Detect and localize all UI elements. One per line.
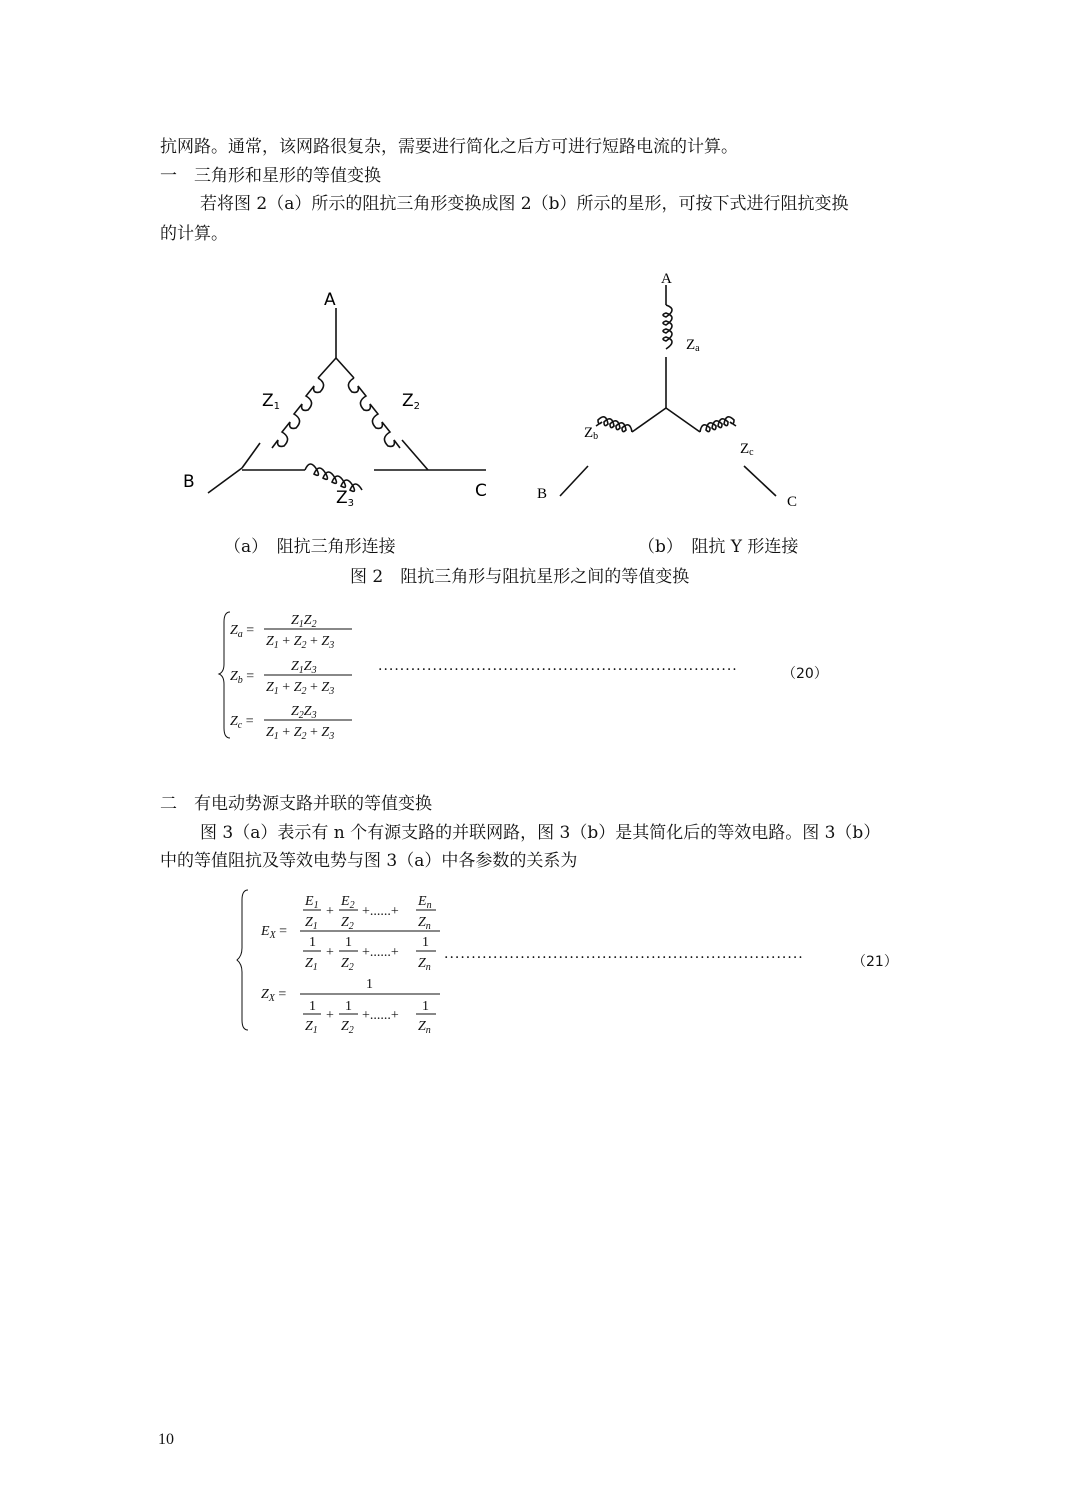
- svg-text:Za =: $Z_a$ =: [230, 623, 255, 640]
- svg-text:Z1: $Z_1$: [305, 956, 318, 973]
- zb-coil-path: [596, 417, 632, 432]
- svg-text:Z1 + Z2 + Z3: $Z_1 + Z_2 + Z_3$: [266, 680, 335, 697]
- svg-text:Z1Z3: $Z_1Z_3$: [291, 659, 317, 676]
- svg-text:Z2: $Z_2$: [341, 956, 354, 973]
- svg-text:Z1Z2: $Z_1Z_2$: [291, 613, 317, 630]
- equation-leader-dots: ··································································: [378, 662, 738, 678]
- figure-title: 图 2 阻抗三角形与阻抗星形之间的等值变换: [350, 567, 690, 587]
- wire-b: [560, 466, 588, 496]
- figure-caption-b: （b） 阻抗 Y 形连接: [638, 537, 799, 557]
- paragraph-line: 中的等值阻抗及等效电势与图 3（a）中各参数的关系为: [160, 851, 578, 871]
- svg-text:1: 1: [422, 999, 429, 1014]
- svg-text:Zn: $Z_n$: [418, 915, 431, 932]
- svg-text:+: +: [326, 904, 334, 919]
- wire: [336, 358, 354, 378]
- node-label-a: A: [324, 290, 336, 310]
- paragraph-line: 若将图 2（a）所示的阻抗三角形变换成图 2（b）所示的星形，可按下式进行阻抗变换: [200, 194, 849, 214]
- paragraph-line: 图 3（a）表示有 n 个有源支路的并联网路，图 3（b）是其简化后的等效电路。图 3（b）: [200, 823, 881, 843]
- wire: [632, 408, 666, 432]
- za-coil-path: [663, 305, 672, 349]
- svg-text:1: 1: [422, 935, 429, 950]
- svg-text:+......+: +......+: [362, 1008, 399, 1023]
- delta-network: [208, 308, 486, 493]
- svg-text:Zn: $Z_n$: [418, 956, 431, 973]
- svg-text:1: 1: [309, 935, 316, 950]
- svg-text:Z1: $Z_1$: [305, 915, 318, 932]
- svg-text:1: 1: [309, 999, 316, 1014]
- svg-text:Z2Z3: $Z_2Z_3$: [291, 704, 317, 721]
- z1-label: Z1: [262, 391, 281, 412]
- svg-text:Z1 + Z2 + Z3: $Z_1 + Z_2 + Z_3$: [266, 634, 335, 651]
- svg-text:+: +: [326, 945, 334, 960]
- zb-label: Zb: [584, 425, 599, 442]
- z1-coil-path: [272, 378, 324, 448]
- zc-label: Zc: [740, 441, 754, 458]
- zc-coil-path: [700, 417, 736, 432]
- svg-text:ZX =: $Z_X$ =: [261, 987, 287, 1004]
- figure-caption-a: （a） 阻抗三角形连接: [224, 537, 396, 557]
- wire: [666, 408, 700, 432]
- svg-text:E1: $E_1$: [305, 894, 319, 911]
- svg-text:+: +: [326, 1008, 334, 1023]
- svg-text:En: $E_n$: [418, 894, 432, 911]
- za-label: Za: [686, 337, 700, 354]
- node-label-b: B: [537, 486, 548, 502]
- z2-coil-path: [348, 378, 400, 448]
- svg-text:E2: $E_2$: [341, 894, 355, 911]
- node-label-c: C: [475, 481, 487, 501]
- paragraph-line: 抗网路。通常，该网路很复杂，需要进行简化之后方可进行短路电流的计算。: [160, 137, 738, 157]
- z3-coil-path: [305, 464, 362, 491]
- wire-b: [208, 468, 242, 493]
- svg-text:Z1 + Z2 + Z3: $Z_1 + Z_2 + Z_3$: [266, 725, 335, 742]
- svg-text:Z2: $Z_2$: [341, 1019, 354, 1036]
- figure-2-diagram: [0, 0, 1080, 620]
- svg-text:+......+: +......+: [362, 945, 399, 960]
- svg-text:Zc =: $Z_c$ =: [230, 714, 254, 731]
- svg-text:Z1: $Z_1$: [305, 1019, 318, 1036]
- star-network: [560, 285, 776, 496]
- svg-text:Z2: $Z_2$: [341, 915, 354, 932]
- svg-text:Zb =: $Z_b$ =: [230, 669, 255, 686]
- equation-leader-dots: ··································································: [444, 950, 804, 966]
- equation-number-21: （21）: [852, 954, 898, 970]
- svg-text:1: 1: [345, 999, 352, 1014]
- z2-label: Z2: [402, 391, 421, 412]
- page-number: 10: [158, 1431, 174, 1448]
- z3-label: Z3: [336, 488, 355, 509]
- node-label-b: B: [183, 472, 195, 492]
- wire: [402, 440, 428, 470]
- svg-text:Zn: $Z_n$: [418, 1019, 431, 1036]
- svg-text:1: 1: [366, 977, 373, 992]
- wire-c: [744, 466, 776, 496]
- section-title: 二 有电动势源支路并联的等值变换: [160, 794, 432, 814]
- svg-text:1: 1: [345, 935, 352, 950]
- section-title: 一 三角形和星形的等值变换: [160, 166, 381, 186]
- wire: [318, 358, 336, 378]
- wire: [242, 443, 260, 468]
- svg-text:+......+: +......+: [362, 904, 399, 919]
- node-label-c: C: [787, 494, 798, 510]
- equation-number-20: （20）: [782, 666, 828, 682]
- svg-text:EX =: $E_X$ =: [261, 924, 288, 941]
- paragraph-line: 的计算。: [160, 224, 228, 244]
- node-label-a: A: [661, 271, 672, 287]
